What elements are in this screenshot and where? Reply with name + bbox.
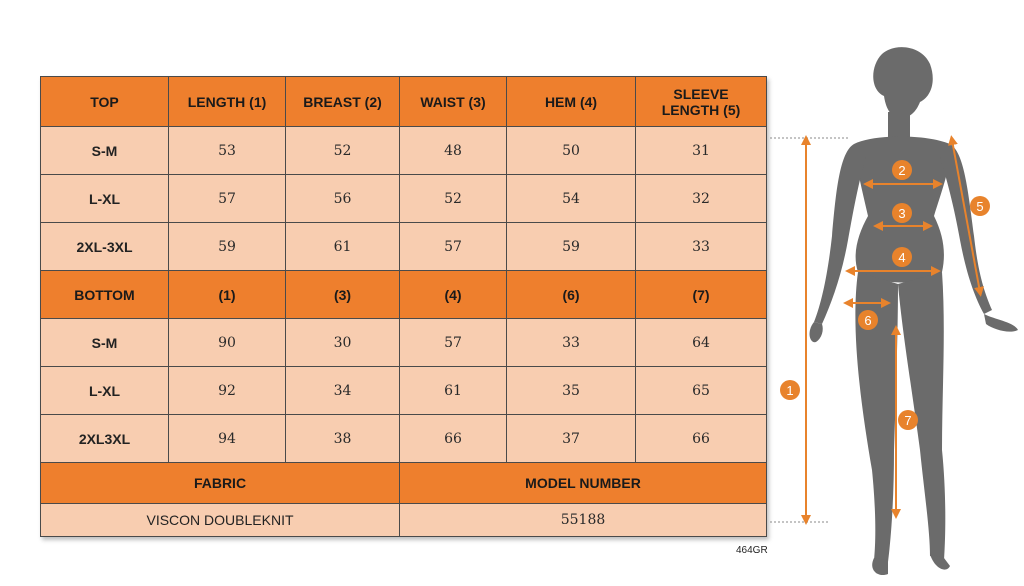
table-cell: 52 [286, 127, 400, 175]
table-cell: 57 [400, 223, 507, 271]
table-cell: 66 [636, 415, 767, 463]
bottom-header-cell: (7) [636, 271, 767, 319]
size-label: L-XL [41, 367, 169, 415]
top-header-cell: TOP [41, 77, 169, 127]
size-label: L-XL [41, 175, 169, 223]
marker-7-label: 7 [904, 413, 912, 428]
table-cell: 53 [169, 127, 286, 175]
size-label: S-M [41, 127, 169, 175]
table-row [41, 415, 767, 463]
table-cell: 50 [507, 127, 636, 175]
table-cell: 37 [507, 415, 636, 463]
fabric-value: VISCON DOUBLEKNIT [41, 504, 400, 537]
size-label: S-M [41, 319, 169, 367]
marker-1-icon [780, 380, 800, 400]
marker-6-icon [858, 310, 878, 330]
table-cell: 90 [169, 319, 286, 367]
size-chart-table [40, 76, 767, 537]
top-header-cell: HEM (4) [507, 77, 636, 127]
bottom-header-cell: (4) [400, 271, 507, 319]
table-cell: 33 [636, 223, 767, 271]
table-cell: 30 [286, 319, 400, 367]
table-cell: 59 [169, 223, 286, 271]
marker-5-icon [970, 196, 990, 216]
table-cell: 34 [286, 367, 400, 415]
table-cell: 66 [400, 415, 507, 463]
table-cell: 52 [400, 175, 507, 223]
table-cell: 56 [286, 175, 400, 223]
marker-6-label: 6 [864, 313, 872, 328]
marker-2-icon [892, 160, 912, 180]
table-cell: 33 [507, 319, 636, 367]
table-cell: 61 [400, 367, 507, 415]
table-cell: 31 [636, 127, 767, 175]
top-header-row [41, 77, 767, 127]
marker-1-label: 1 [786, 383, 794, 398]
product-code: 464GR [736, 545, 768, 556]
table-cell: 65 [636, 367, 767, 415]
table-cell: 38 [286, 415, 400, 463]
bottom-header-cell: BOTTOM [41, 271, 169, 319]
bottom-header-cell: (1) [169, 271, 286, 319]
marker-2-label: 2 [898, 163, 906, 178]
table-cell: 57 [169, 175, 286, 223]
marker-7-icon [898, 410, 918, 430]
top-header-cell: LENGTH (1) [169, 77, 286, 127]
table-row [41, 319, 767, 367]
marker-3-label: 3 [898, 206, 906, 221]
marker-4-label: 4 [898, 250, 906, 265]
table-cell: 54 [507, 175, 636, 223]
table-cell: 94 [169, 415, 286, 463]
size-label: 2XL3XL [41, 415, 169, 463]
top-header-cell: WAIST (3) [400, 77, 507, 127]
table-row [41, 175, 767, 223]
fabric-value-row [41, 504, 767, 537]
marker-4-icon [892, 247, 912, 267]
woman-silhouette-icon [810, 47, 1018, 575]
model-number-value: 55188 [400, 504, 767, 537]
top-header-cell: BREAST (2) [286, 77, 400, 127]
marker-3-icon [892, 203, 912, 223]
table-cell: 92 [169, 367, 286, 415]
bottom-header-row [41, 271, 767, 319]
bottom-header-cell: (3) [286, 271, 400, 319]
table-cell: 35 [507, 367, 636, 415]
table-cell: 32 [636, 175, 767, 223]
table-cell: 59 [507, 223, 636, 271]
size-label: 2XL-3XL [41, 223, 169, 271]
fabric-header-row [41, 463, 767, 504]
table-cell: 64 [636, 319, 767, 367]
model-number-label: MODEL NUMBER [400, 463, 767, 504]
table-row [41, 127, 767, 175]
marker-5-label: 5 [976, 199, 984, 214]
table-row [41, 223, 767, 271]
body-measurement-figure [770, 40, 1024, 586]
table-row [41, 367, 767, 415]
table-cell: 57 [400, 319, 507, 367]
top-header-cell: SLEEVE LENGTH (5) [636, 77, 767, 127]
fabric-label: FABRIC [41, 463, 400, 504]
bottom-header-cell: (6) [507, 271, 636, 319]
table-cell: 61 [286, 223, 400, 271]
table-cell: 48 [400, 127, 507, 175]
